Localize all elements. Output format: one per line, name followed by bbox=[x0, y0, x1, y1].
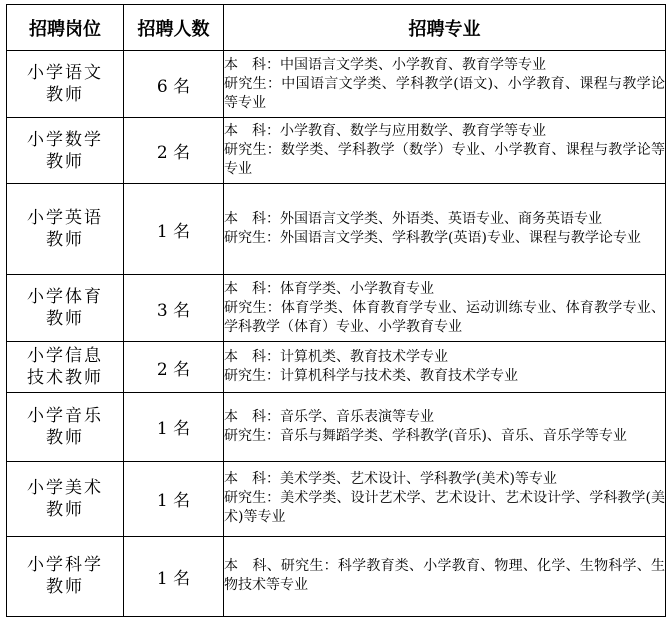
position-cell bbox=[7, 51, 124, 118]
header-major: 招聘专业 bbox=[224, 5, 666, 51]
major-line: 本 科：小学教育、数学与应用数学、教育学等专业 bbox=[224, 123, 546, 140]
position-line: 小学体育 bbox=[27, 287, 103, 308]
major-line: 研究生：体育学类、体育教育学专业、运动训练专业、体育教学专业、学科教学（体育）专业、小学教育专业 bbox=[224, 299, 665, 335]
position-line: 小学音乐 bbox=[27, 405, 103, 426]
major-cell bbox=[224, 461, 666, 536]
header-count: 招聘人数 bbox=[124, 5, 224, 51]
major-line: 研究生：数学类、学科教学（数学）专业、小学教育、课程与教学论等专业 bbox=[224, 142, 665, 178]
position-line: 小学数学 bbox=[27, 129, 103, 150]
position-line: 教师 bbox=[46, 85, 84, 106]
major-cell bbox=[224, 536, 666, 616]
major-line: 本 科：音乐学、音乐表演等专业 bbox=[224, 408, 434, 425]
count-cell: 6 名 bbox=[124, 51, 224, 118]
table-row bbox=[7, 536, 666, 616]
major-cell bbox=[224, 118, 666, 184]
position-line: 教师 bbox=[46, 577, 84, 598]
position-cell bbox=[7, 275, 124, 342]
table-row bbox=[7, 461, 666, 536]
major-cell bbox=[224, 342, 666, 392]
major-line: 本 科：外国语言文学类、外语类、英语专业、商务英语专业 bbox=[224, 211, 602, 228]
count-cell: 1 名 bbox=[124, 392, 224, 461]
header-position: 招聘岗位 bbox=[7, 5, 124, 51]
position-cell bbox=[7, 118, 124, 184]
position-line: 小学美术 bbox=[27, 477, 103, 498]
major-cell bbox=[224, 184, 666, 275]
position-line: 教师 bbox=[46, 309, 84, 330]
major-cell bbox=[224, 275, 666, 342]
count-cell: 3 名 bbox=[124, 275, 224, 342]
position-line: 小学语文 bbox=[27, 63, 103, 84]
count-cell: 2 名 bbox=[124, 342, 224, 392]
major-line: 研究生：外国语言文学类、学科教学(英语)专业、课程与教学论专业 bbox=[224, 230, 641, 247]
major-line: 本 科：美术学类、艺术设计、学科教学(美术)等专业 bbox=[224, 471, 557, 488]
position-line: 教师 bbox=[46, 427, 84, 448]
major-line: 本 科：体育学类、小学教育专业 bbox=[224, 280, 434, 297]
position-line: 小学科学 bbox=[27, 555, 103, 576]
table-header-row bbox=[7, 5, 666, 51]
count-cell: 1 名 bbox=[124, 184, 224, 275]
position-cell bbox=[7, 342, 124, 392]
major-line: 本 科、研究生：科学教育类、小学教育、物理、化学、生物科学、生物技术等专业 bbox=[224, 558, 665, 594]
table-row bbox=[7, 184, 666, 275]
position-line: 小学信息 bbox=[27, 346, 103, 367]
position-line: 教师 bbox=[46, 230, 84, 251]
count-cell: 2 名 bbox=[124, 118, 224, 184]
position-cell bbox=[7, 184, 124, 275]
count-cell: 1 名 bbox=[124, 461, 224, 536]
table-row bbox=[7, 118, 666, 184]
table-row bbox=[7, 51, 666, 118]
position-cell bbox=[7, 536, 124, 616]
major-line: 研究生：中国语言文学类、学科教学(语文)、小学教育、课程与教学论等专业 bbox=[224, 75, 665, 111]
recruitment-table bbox=[6, 4, 666, 617]
major-line: 研究生：美术学类、设计艺术学、艺术设计、艺术设计学、学科教学(美术)等专业 bbox=[224, 490, 665, 526]
major-line: 研究生：计算机科学与技术类、教育技术学专业 bbox=[224, 368, 518, 385]
table-row bbox=[7, 342, 666, 392]
position-cell bbox=[7, 461, 124, 536]
position-line: 技术教师 bbox=[27, 368, 103, 389]
major-line: 研究生：音乐与舞蹈学类、学科教学(音乐)、音乐、音乐学等专业 bbox=[224, 427, 627, 444]
table-row bbox=[7, 392, 666, 461]
major-cell bbox=[224, 392, 666, 461]
position-line: 教师 bbox=[46, 151, 84, 172]
position-line: 教师 bbox=[46, 499, 84, 520]
major-line: 本 科：中国语言文学类、小学教育、教育学等专业 bbox=[224, 56, 546, 73]
major-cell bbox=[224, 51, 666, 118]
count-cell: 1 名 bbox=[124, 536, 224, 616]
table-row bbox=[7, 275, 666, 342]
position-cell bbox=[7, 392, 124, 461]
major-line: 本 科：计算机类、教育技术学专业 bbox=[224, 349, 448, 366]
position-line: 小学英语 bbox=[27, 208, 103, 229]
